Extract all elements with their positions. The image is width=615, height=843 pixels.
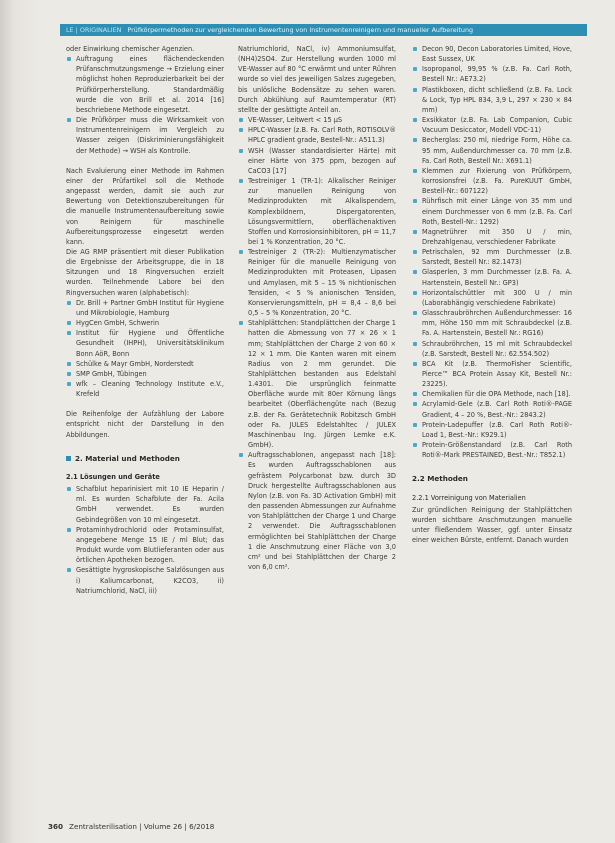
- bullet-item: SMP GmbH, Tübingen: [66, 369, 224, 379]
- bullet-item: Decon 90, Decon Laboratories Limited, Hove, East Sussex, UK: [412, 44, 572, 64]
- paragraph: Die AG RMP präsentiert mit dieser Publikation die Ergebnisse der Arbeitsgruppe, die in 18 Sitzungen und 18 Ringversuchen erzielt wurden. Teilnehmende Labore bei den Ringversuchen waren (alphabetisch):: [66, 247, 224, 297]
- bullet-item: Testreiniger 1 (TR-1): Alkalischer Reiniger zur manuellen Reinigung von Medizinprodukten mit Alkalispendern, Komplexbildnern, Dispergatorenten, Lösungsvermittlern, oberflächenaktiven Stoffen und Korrosionsinhibitoren, pH = 11,7 bei 1 % Konzentration, 20 °C.: [238, 176, 396, 247]
- paragraph: Natriumchlorid, NaCl, iv) Ammoniumsulfat, (NH4)2SO4. Zur Herstellung wurden 1000 ml VE-Wasser auf 80 °C erwärmt und unter Rühren wurde so viel des jeweiligen Salzes zugegeben, bis unlösliche Bodensätze zu sehen waren. Durch Abkühlung auf Raumtemperatur (RT) stellte der gesättigte Anteil an.: [238, 45, 396, 114]
- subsection-heading: 2.2.1 Vorreinigung von Materialien: [412, 493, 526, 502]
- header-section: LE | ORIGINALIEN: [66, 26, 122, 34]
- bullet-item: Plastikboxen, dicht schließend (z.B. Fa. Lock & Lock, Typ HPL 834, 3,9 L, 297 × 230 × 84 mm): [412, 85, 572, 115]
- bullet-item: Klemmen zur Fixierung von Prüfkörpern, korrosionsfrei (z.B. Fa. PureKUUT GmbH, Bestell-Nr.: 607122): [412, 166, 572, 196]
- bullet-item: Protaminhydrochlorid oder Protaminsulfat, angegebene Menge 15 IE / ml Blut; das Produkt wurde vom Blutlieferanten oder aus örtlichen Apotheken bezogen.: [66, 525, 224, 566]
- bullet-item: Glasschraubröhrchen Außendurchmesser: 16 mm, Höhe 150 mm mit Schraubdeckel (z.B. Fa. A. Hartenstein, Bestell Nr.: RG16): [412, 308, 572, 338]
- section-square-icon: [66, 456, 71, 461]
- section-heading: [66, 454, 224, 464]
- page-footer: [48, 822, 214, 831]
- header-title: Prüfkörpermethoden zur vergleichenden Bewertung von Instrumentenreinigern und manueller Aufbereitung: [127, 26, 474, 34]
- bullet-item: BCA Kit (z.B. ThermoFisher Scientific, Pierce™ BCA Protein Assay Kit, Bestell Nr.: 23225).: [412, 359, 572, 389]
- bullet-item: Die Prüfkörper muss die Wirksamkeit von Instrumentenreinigern im Vergleich zu Wasser zeigen (Diskriminierungsfähigkeit der Methode) → WSH als Kontrolle.: [66, 115, 224, 156]
- bullet-item: Gesättigte hygroskopische Salzlösungen aus i) Kaliumcarbonat, K2CO3, ii) Natriumchlorid, NaCl, iii): [66, 565, 224, 595]
- bullet-item: Petrischalen, 92 mm Durchmesser (z.B. Sarstedt, Bestell Nr.: 82.1473): [412, 247, 572, 267]
- bullet-item: Testreiniger 2 (TR-2): Multienzymatischer Reiniger für die manuelle Reinigung von Medizinprodukten mit Proteasen, Lipasen und Amylasen, mit 5 – 15 % nichtionischen Tensiden, < 5 % anionischen Tensiden, Konservierungsmitteln, pH = 8,4 – 8,6 bei 0,5 – 5 % Konzentration, 20 °C.: [238, 247, 396, 318]
- section-heading: [412, 474, 572, 484]
- bullet-item: Exsikkator (z.B. Fa. Lab Companion, Cubic Vacuum Desiccator, Modell VDC-11): [412, 115, 572, 135]
- bullet-item: HPLC-Wasser (z.B. Fa. Carl Roth, ROTISOLV® HPLC gradient grade, Bestell-Nr.: A511.3): [238, 125, 396, 145]
- column-middle: [238, 44, 396, 572]
- bullet-item: Acrylamid-Gele (z.B. Carl Roth Roti®-PAGE Gradient, 4 – 20 %, Best.-Nr.: 2843.2): [412, 399, 572, 419]
- bullet-item: wfk – Cleaning Technology Institute e.V., Krefeld: [66, 379, 224, 399]
- bullet-item: Rührfisch mit einer Länge von 35 mm und einem Durchmesser von 6 mm (z.B. Fa. Carl Roth, Bestell-Nr.: 1292): [412, 196, 572, 226]
- bullet-item: Magnetrührer mit 350 U / min, Drehzahlgenau, verschiedener Fabrikate: [412, 227, 572, 247]
- paragraph: Nach Evaluierung einer Methode im Rahmen einer der Prüfartikel soll die Methode angepasst werden, damit sie auch zur Bewertung von Detektionszubereitungen für die manuelle Instrumentenaufbereitung sowie von Reinigern für maschinelle Aufbereitungsprozesse eingesetzt werden kann.: [66, 166, 224, 246]
- bullet-item: Glasperlen, 3 mm Durchmesser (z.B. Fa. A. Hartenstein, Bestell Nr.: GP3): [412, 267, 572, 287]
- running-header: [60, 24, 587, 36]
- paragraph: Die Reihenfolge der Aufzählung der Labore entspricht nicht der Darstellung in den Abbildungen.: [66, 410, 224, 439]
- subsection-heading: 2.1 Lösungen und Geräte: [66, 472, 160, 481]
- bullet-item: Schülke & Mayr GmbH, Norderstedt: [66, 359, 224, 369]
- bullet-item: Protein-Ladepuffer (z.B. Carl Roth Roti®-Load 1, Best.-Nr.: K929.1): [412, 420, 572, 440]
- bullet-item: Auftragung eines flächendeckenden Prüfanschmutzungsmenge → Erzielung einer möglichst hohen Reproduzierbarkeit bei der Prüfkörperherstellung. Standardmäßig wurde die von Brill et al. 2014 [16] beschriebene Methode eingesetzt.: [66, 54, 224, 115]
- spacer: [66, 399, 224, 409]
- bullet-item: Schafblut heparinisiert mit 10 IE Heparin / ml. Es wurden Schafblute der Fa. Acila GmbH verwendet. Es wurden Gebindegrößen von 10 ml eingesetzt.: [66, 484, 224, 525]
- paragraph: Zur gründlichen Reinigung der Stahlplättchen wurden sichtbare Anschmutzungen manuelle unter fließendem Wasser, ggf. unter Einsatz einer weichen Bürste, entfernt. Danach wurden: [412, 505, 572, 545]
- journal-citation: Zentralsterilisation | Volume 26 | 6/2018: [69, 822, 215, 831]
- bullet-item: WSH (Wasser standardisierter Härte) mit einer Härte von 375 ppm, bezogen auf CaCO3 [17]: [238, 146, 396, 176]
- column-right: [412, 44, 572, 545]
- column-left: [66, 44, 224, 596]
- bullet-item: Horizontalschüttler mit 300 U / min (Laborabhängig verschiedene Fabrikate): [412, 288, 572, 308]
- bullet-item: Dr. Brill + Partner GmbH Institut für Hygiene und Mikrobiologie, Hamburg: [66, 298, 224, 318]
- bullet-item: Stahlplättchen: Standplättchen der Charge 1 hatten die Abmessung von 77 × 26 × 1 mm; Stahlplättchen der Charge 2 von 60 × 12 × 1 mm. Die Kanten waren mit einem Radius von 2 mm gerundet. Die Stahlplättchen bestanden aus Edelstahl 1.4301. Die ursprünglich feinmatte Oberfläche wurde mit 80er Körnung längs bearbeitet (Oberflächengüte nach (Bezug z.B. der Fa. Gerätetechnik Robitzsch GmbH oder Fa. JULES Edelstahltec / JULEX Maschinenbau Ing. Jürgen Lemke e.K. GmbH).: [238, 318, 396, 450]
- page-number: 360: [48, 822, 64, 831]
- bullet-item: Institut für Hygiene und Öffentliche Gesundheit (IHPH), Universitätsklinikum Bonn AöR, Bonn: [66, 328, 224, 358]
- bullet-item: Auftragsschablonen, angepasst nach [18]: Es wurden Auftragsschablonen aus gefrästem Polycarbonat bzw. durch 3D Druck hergestellte Auftragsschablonen aus Nylon (z.B. von Fa. 3D Activation GmbH) mit den passenden Abmessungen zur Aufnahme von Stahlplättchen der Charge 1 und Charge 2 verwendet. Die Auftragsschablonen ermöglichten bei Stahlplättchen der Charge 1 die Anschmutzung einer Fläche von 3,0 cm² und bei Stahlplättchen der Charge 2 von 6,0 cm².: [238, 450, 396, 572]
- bullet-item: Becherglas: 250 ml, niedrige Form, Höhe ca. 95 mm, Außendurchmesser ca. 70 mm (z.B. Fa. Carl Roth, Bestell Nr.: X691.1): [412, 135, 572, 165]
- section-heading-text: 2.2 Methoden: [412, 474, 468, 484]
- bullet-item: Schraubröhrchen, 15 ml mit Schraubdeckel (z.B. Sarstedt, Bestell Nr.: 62.554.502): [412, 339, 572, 359]
- bullet-item: VE-Wasser, Leitwert < 15 µS: [238, 115, 396, 125]
- bullet-item: Protein-Größenstandard (z.B. Carl Roth Roti®-Mark PRESTAINED, Best.-Nr.: T852.1): [412, 440, 572, 460]
- bullet-item: Chemikalien für die OPA Methode, nach [18].: [412, 389, 572, 399]
- section-heading-text: 2. Material und Methoden: [75, 453, 180, 463]
- spacer: [66, 156, 224, 166]
- paragraph: oder Einwirkung chemischer Agenzien.: [66, 45, 195, 53]
- bullet-item: Isopropanol, 99,95 % (z.B. Fa. Carl Roth, Bestell Nr.: AE73.2): [412, 64, 572, 84]
- bullet-item: HygCen GmbH, Schwerin: [66, 318, 224, 328]
